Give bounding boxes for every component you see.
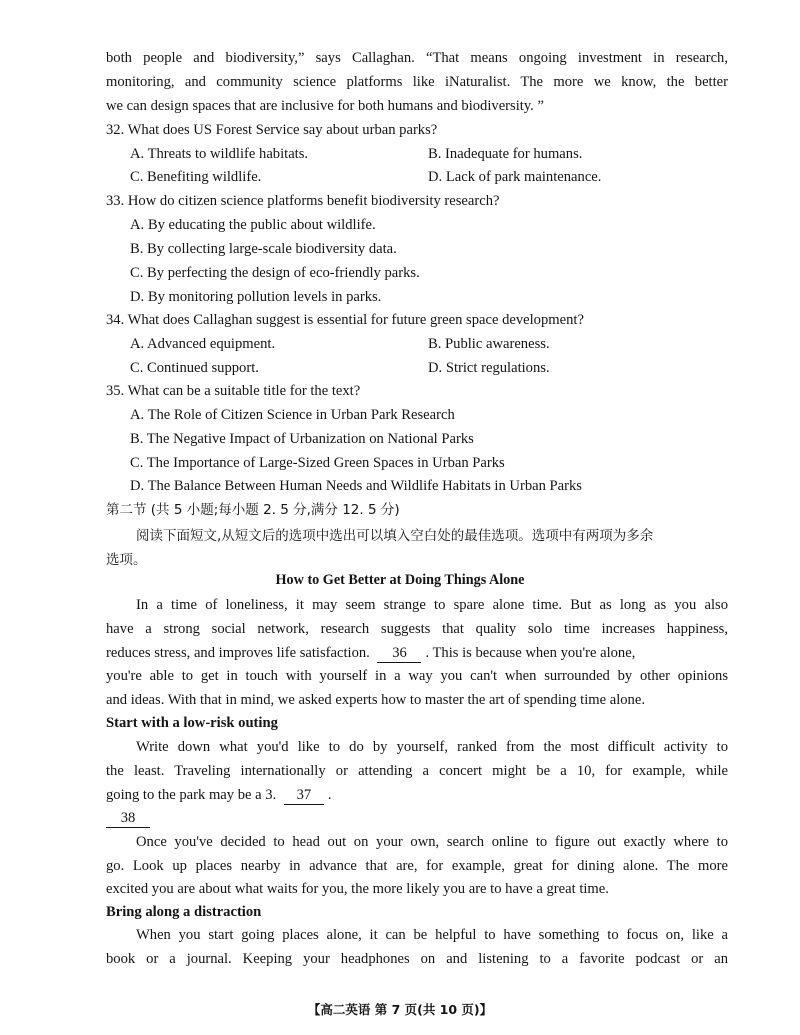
section2-instruction-line-2: 选项。 [106, 552, 147, 568]
article-p3-line-1: Once you've decided to head out on your own, search online to figure out exactly where to [136, 834, 728, 850]
article-p3-line-2: go. Look up places nearby in advance that are, for example, great for dining alone. The more [106, 858, 728, 874]
blank-37: 37 [284, 787, 324, 805]
question-35-option-b: B. The Negative Impact of Urbanization on National Parks [130, 431, 474, 447]
question-35-option-c: C. The Importance of Large-Sized Green Spaces in Urban Parks [130, 455, 505, 471]
article-p2-line-2: the least. Traveling internationally or attending a concert might be a 10, for example, while [106, 763, 728, 779]
page-footer: 【高二英语 第 7 页(共 10 页)】 [307, 1002, 493, 1017]
article-heading-low-risk-outing: Start with a low-risk outing [106, 715, 278, 731]
question-33-option-d: D. By monitoring pollution levels in parks. [130, 289, 382, 305]
article-p1-line-2: have a strong social network, research suggests that quality solo time increases happiness, [106, 621, 728, 637]
blank-36: 36 [377, 645, 421, 663]
intro-line-1: both people and biodiversity,” says Callaghan. “That means ongoing investment in research, [106, 50, 728, 66]
question-32-option-a: A. Threats to wildlife habitats. [130, 146, 309, 162]
article-p1-line-3-before: reduces stress, and improves life satisfaction. [106, 645, 370, 661]
question-32-option-b: B. Inadequate for humans. [428, 146, 583, 162]
blank-38: 38 [106, 810, 150, 828]
article-p2-line-1: Write down what you'd like to do by yourself, ranked from the most difficult activity to [136, 739, 728, 755]
question-34-option-b: B. Public awareness. [428, 336, 550, 352]
question-35-option-a: A. The Role of Citizen Science in Urban Park Research [130, 407, 455, 423]
article-title: How to Get Better at Doing Things Alone [275, 572, 525, 588]
question-33-option-c: C. By perfecting the design of eco-friendly parks. [130, 265, 420, 281]
question-33-stem: 33. How do citizen science platforms benefit biodiversity research? [106, 193, 500, 209]
article-p1-line-1: In a time of loneliness, it may seem strange to spare alone time. But as long as you also [136, 597, 728, 613]
question-33-option-b: B. By collecting large-scale biodiversity data. [130, 241, 397, 257]
article-p1-line-4: you're able to get in touch with yourself in a way you can't when surrounded by other opinions [106, 668, 728, 684]
article-p2-line-3-after: . [327, 787, 332, 803]
article-p2-line-3-before: going to the park may be a 3. [106, 787, 277, 803]
article-p3-line-3: excited you are about what waits for you, the more likely you are to have a great time. [106, 881, 609, 897]
intro-line-3: we can design spaces that are inclusive for both humans and biodiversity. ” [106, 98, 544, 114]
question-32-stem: 32. What does US Forest Service say about urban parks? [106, 122, 438, 138]
question-35-option-d: D. The Balance Between Human Needs and Wildlife Habitats in Urban Parks [130, 478, 582, 494]
article-p4-line-1: When you start going places alone, it can be helpful to have something to focus on, like a [136, 927, 728, 943]
section2-header: 第二节 (共 5 小题;每小题 2. 5 分,满分 12. 5 分) [106, 502, 400, 518]
article-p1-line-3 [106, 643, 635, 663]
question-34-option-d: D. Strict regulations. [428, 360, 550, 376]
section2-instruction-line-1: 阅读下面短文,从短文后的选项中选出可以填入空白处的最佳选项。选项中有两项为多余 [136, 528, 654, 544]
question-32-option-c: C. Benefiting wildlife. [130, 169, 262, 185]
question-34-option-c: C. Continued support. [130, 360, 259, 376]
article-p1-line-5: and ideas. With that in mind, we asked experts how to master the art of spending time alone. [106, 692, 645, 708]
article-p4-line-2: book or a journal. Keeping your headphones on and listening to a favorite podcast or an [106, 951, 728, 967]
article-p2-line-3 [106, 785, 332, 805]
question-32-option-d: D. Lack of park maintenance. [428, 169, 602, 185]
article-p1-line-3-after: . This is because when you're alone, [425, 645, 636, 661]
question-33-option-a: A. By educating the public about wildlife. [130, 217, 376, 233]
article-heading-distraction: Bring along a distraction [106, 904, 262, 920]
intro-line-2: monitoring, and community science platforms like iNaturalist. The more we know, the better [106, 74, 728, 90]
question-34-stem: 34. What does Callaghan suggest is essential for future green space development? [106, 312, 584, 328]
question-34-option-a: A. Advanced equipment. [130, 336, 276, 352]
question-35-stem: 35. What can be a suitable title for the text? [106, 383, 361, 399]
blank-38-line [106, 808, 154, 828]
